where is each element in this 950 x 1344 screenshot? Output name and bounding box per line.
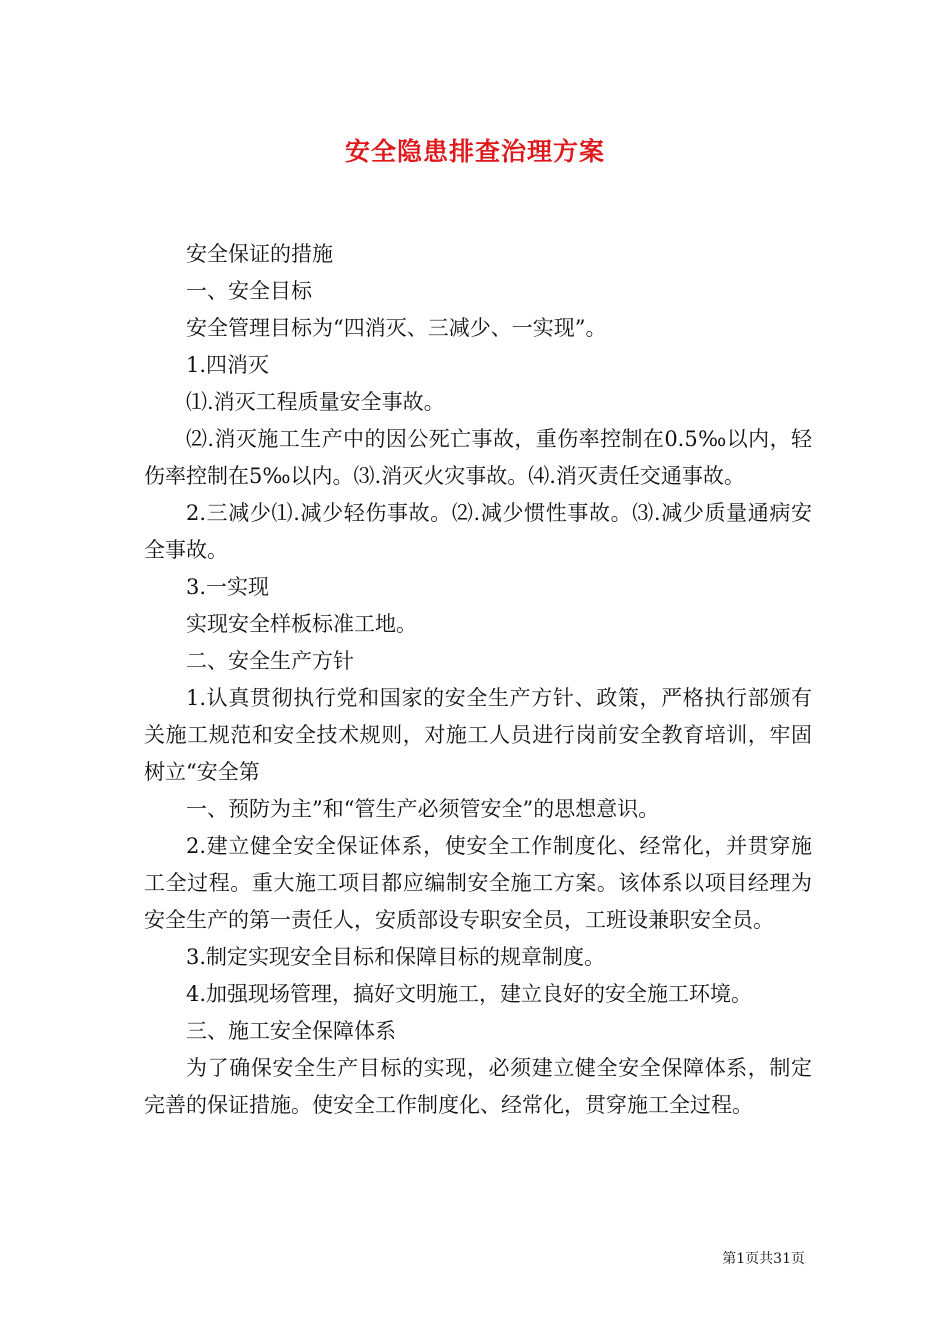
section-heading: 一、安全目标 xyxy=(186,279,312,303)
paragraph: 实现安全样板标准工地。 xyxy=(186,612,417,636)
paragraph: 1.认真贯彻执行党和国家的安全生产方针、政策，严格执行部颁有关施工规范和安全技术规则，对施工人员进行岗前安全教育培训，牢固树立“安全第 xyxy=(144,686,812,784)
paragraph: 4.加强现场管理，搞好文明施工，建立良好的安全施工环境。 xyxy=(186,982,753,1006)
paragraph: 为了确保安全生产目标的实现，必须建立健全安全保障体系，制定完善的保证措施。使安全工作制度化、经常化，贯穿施工全过程。 xyxy=(144,1056,812,1117)
page-number-footer: 第1页共31页 xyxy=(722,1251,805,1267)
paragraph: 2.建立健全安全保证体系，使安全工作制度化、经常化，并贯穿施工全过程。重大施工项目都应编制安全施工方案。该体系以项目经理为安全生产的第一责任人，安质部设专职安全员，工班设兼职安全员。 xyxy=(144,834,812,932)
section-heading: 二、安全生产方针 xyxy=(186,649,354,673)
paragraph: ⑴.消灭工程质量安全事故。 xyxy=(186,390,445,414)
subsection-heading: 1.四消灭 xyxy=(186,353,270,377)
section-heading: 三、施工安全保障体系 xyxy=(186,1019,396,1043)
subsection-heading: 3.一实现 xyxy=(186,575,270,599)
document-body xyxy=(144,236,812,1124)
paragraph: 2.三减少⑴.减少轻伤事故。⑵.减少惯性事故。⑶.减少质量通病安全事故。 xyxy=(144,501,812,562)
document-title: 安全隐患排查治理方案 xyxy=(344,137,605,166)
paragraph: ⑵.消灭施工生产中的因公死亡事故，重伤率控制在0.5‰以内，轻伤率控制在5‰以内。⑶.消灭火灾事故。⑷.消灭责任交通事故。 xyxy=(144,427,812,488)
paragraph: 3.制定实现安全目标和保障目标的规章制度。 xyxy=(186,945,606,969)
paragraph: 安全管理目标为“四消灭、三减少、一实现”。 xyxy=(186,316,607,340)
paragraph: 安全保证的措施 xyxy=(186,242,333,266)
paragraph: 一、预防为主”和“管生产必须管安全”的思想意识。 xyxy=(186,797,660,821)
